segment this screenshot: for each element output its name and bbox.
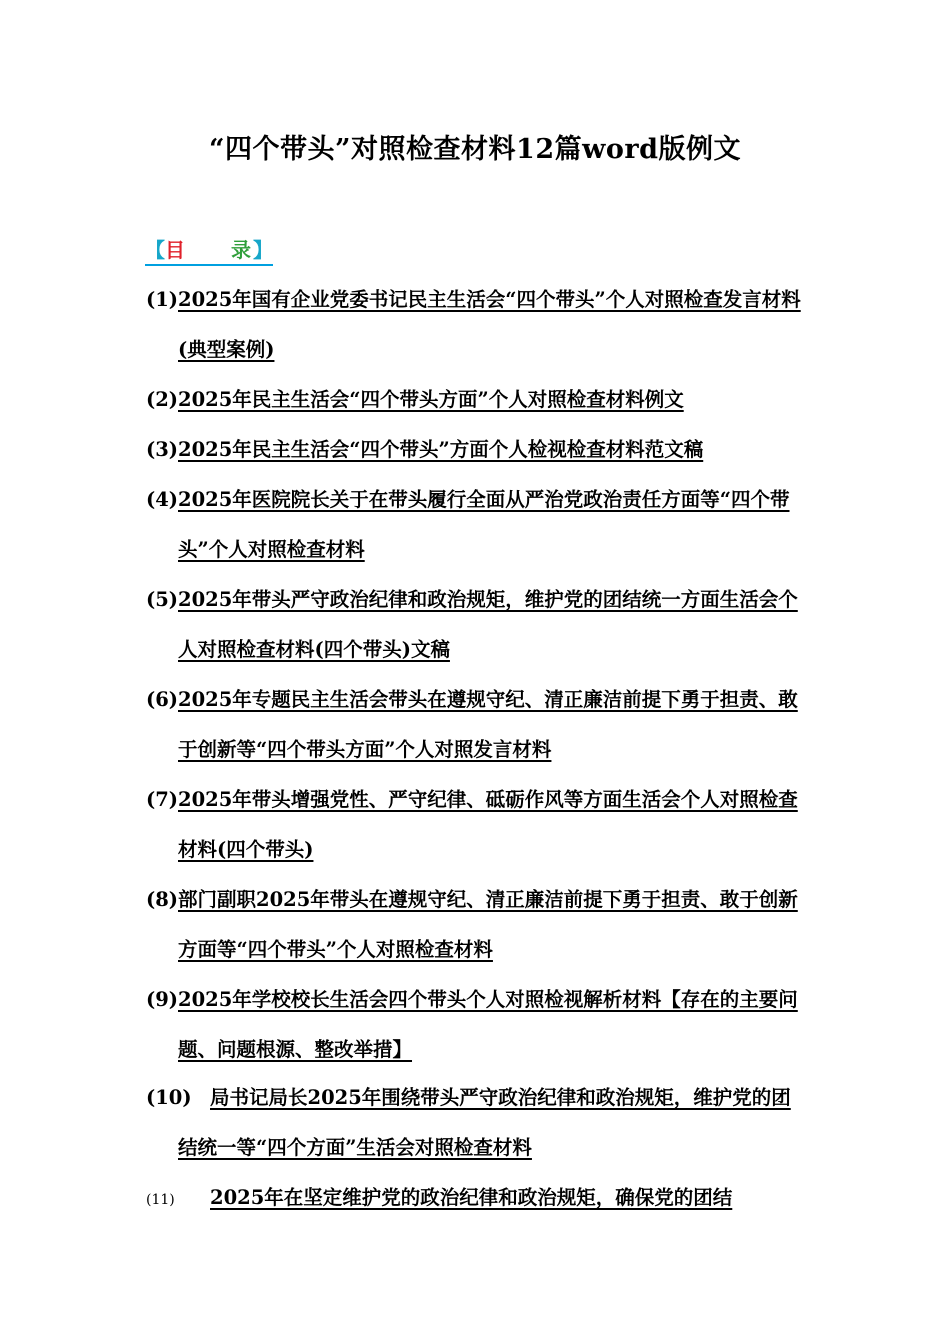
toc-heading-char-1: 目 [165, 238, 185, 262]
toc-entry-number: (7) [146, 788, 179, 811]
toc-entry-link[interactable]: 局书记局长2025年围绕带头严守政治纪律和政治规矩，维护党的团结统一等“四个方面”生活会对照检查材料 [178, 1086, 791, 1159]
toc-entry-link[interactable]: 2025年医院院长关于在带头履行全面从严治党政治责任方面等“四个带头”个人对照检查材料 [178, 488, 790, 561]
toc-entry-1[interactable] [146, 275, 806, 375]
toc-entry-link[interactable]: 2025年带头严守政治纪律和政治规矩，维护党的团结统一方面生活会个人对照检查材料(四个带头)文稿 [178, 588, 798, 661]
toc-entry-link[interactable]: 2025年学校校长生活会四个带头个人对照检视解析材料【存在的主要问题、问题根源、整改举措】 [178, 988, 798, 1061]
toc-entry-number: (9) [146, 988, 179, 1011]
toc-entry-link[interactable]: 部门副职2025年带头在遵规守纪、清正廉洁前提下勇于担责、敢于创新方面等“四个带头”个人对照检查材料 [178, 888, 798, 961]
toc-entry-11[interactable] [146, 1173, 806, 1223]
toc-entry-number: (10) [146, 1086, 192, 1109]
toc-entry-number: (4) [146, 488, 179, 511]
toc-entry-8[interactable] [146, 875, 806, 975]
toc-entry-9[interactable] [146, 975, 806, 1075]
toc-entry-10[interactable] [146, 1073, 806, 1173]
toc-entry-number: (11) [146, 1192, 175, 1208]
document-title: “四个带头”对照检查材料12篇word版例文 [209, 134, 741, 165]
toc-entry-link[interactable]: 2025年国有企业党委书记民主生活会“四个带头”个人对照检查发言材料(典型案例) [178, 288, 801, 361]
toc-heading [145, 236, 273, 266]
toc-entry-number: (8) [146, 888, 179, 911]
toc-heading-bracket-left: 【 [145, 238, 165, 262]
toc-entry-4[interactable] [146, 475, 806, 575]
toc-entry-5[interactable] [146, 575, 806, 675]
toc-entry-7[interactable] [146, 775, 806, 875]
toc-entry-link[interactable]: 2025年民主生活会“四个带头”方面个人检视检查材料范文稿 [178, 438, 704, 461]
toc-entry-number: (1) [146, 288, 179, 311]
toc-entry-number: (2) [146, 388, 179, 411]
toc-heading-bracket-right: 】 [253, 238, 273, 262]
toc-entry-number: (6) [146, 688, 179, 711]
toc-entry-3[interactable] [146, 425, 806, 475]
toc-entry-link[interactable]: 2025年带头增强党性、严守纪律、砥砺作风等方面生活会个人对照检查材料(四个带头) [178, 788, 798, 861]
toc-heading-char-2: 录 [231, 238, 251, 262]
toc-entry-link[interactable]: 2025年专题民主生活会带头在遵规守纪、清正廉洁前提下勇于担责、敢于创新等“四个带头方面”个人对照发言材料 [178, 688, 798, 761]
toc-entry-link[interactable]: 2025年在坚定维护党的政治纪律和政治规矩，确保党的团结 [210, 1186, 733, 1209]
toc-entry-6[interactable] [146, 675, 806, 775]
toc-entry-link[interactable]: 2025年民主生活会“四个带头方面”个人对照检查材料例文 [178, 388, 684, 411]
toc-entry-number: (5) [146, 588, 179, 611]
toc-entry-number: (3) [146, 438, 179, 461]
toc-entry-2[interactable] [146, 375, 806, 425]
